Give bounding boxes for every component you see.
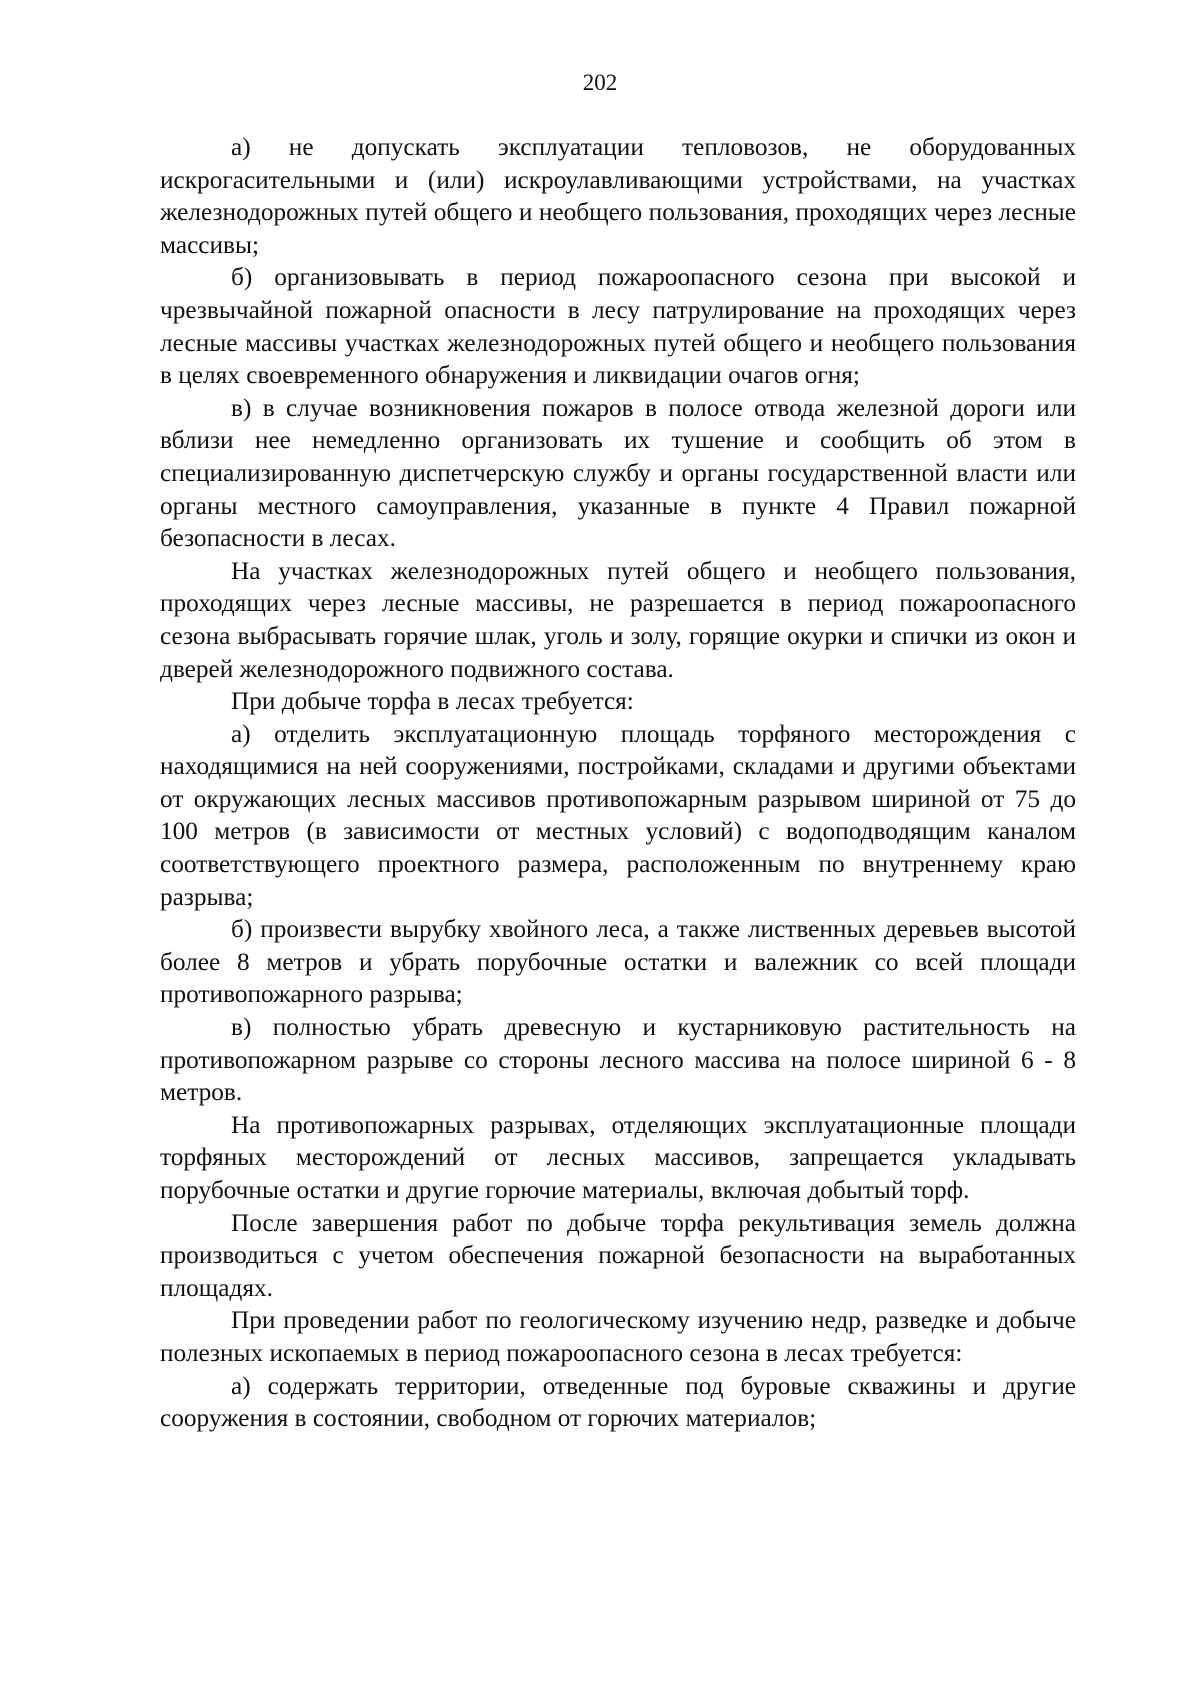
paragraph-a-locomotives: а) не допускать эксплуатации тепловозов, не оборудованных искрогасительными и (или) искроулавливающими устройствами, на участках железнодорожных путей общего и необщего пользования, проходящих через лесные массивы; [160, 133, 1076, 259]
paragraph-railway-prohibition: На участках железнодорожных путей общего и необщего пользования, проходящих через лесные массивы, не разрешается в период пожароопасного сезона выбрасывать горячие шлак, уголь и золу, горящие окурки и спички из окон и дверей железнодорожного подвижного состава. [160, 556, 1076, 683]
paragraph-c-fire-response: в) в случае возникновения пожаров в полосе отвода железной дороги или вблизи нее немедленно организовать их тушение и сообщить об этом в специализированную диспетчерскую службу и органы государственной власти или органы местного самоуправления, указанные в пункте 4 Правил пожарной безопасности в лесах. [160, 393, 1076, 553]
paragraph-peat-b: б) произвести вырубку хвойного леса, а также лиственных деревьев высотой более 8 метров и убрать порубочные остатки и валежник со всей площади противопожарного разрыва; [160, 915, 1076, 1009]
paragraph-peat-a: а) отделить эксплуатационную площадь торфяного месторождения с находящимися на ней сооружениями, постройками, складами и другими объектами от окружающих лесных массивов противопожарным разрывом шириной от 75 до 100 метров (в зависимости от местных условий) с водоподводящим каналом соответствующего проектного размера, расположенным по внутреннему краю разрыва; [160, 719, 1076, 911]
paragraph-firebreak-prohibition: На противопожарных разрывах, отделяющих эксплуатационные площади торфяных месторождений от лесных массивов, запрещается укладывать порубочные остатки и другие горючие материалы, включая добытый торф. [160, 1110, 1076, 1204]
paragraph-geology-intro: При проведении работ по геологическому изучению недр, разведке и добыче полезных ископаемых в период пожароопасного сезона в лесах требуется: [160, 1306, 1076, 1367]
paragraph-b-patrol: б) организовывать в период пожароопасного сезона при высокой и чрезвычайной пожарной опасности в лесу патрулирование на проходящих через лесные массивы участках железнодорожных путей общего и необщего пользования в целях своевременного обнаружения и ликвидации очагов огня; [160, 263, 1076, 390]
document-body [160, 131, 1076, 1435]
paragraph-geology-a: а) содержать территории, отведенные под буровые скважины и другие сооружения в состоянии, свободном от горючих материалов; [160, 1371, 1076, 1433]
paragraph-peat-c: в) полностью убрать древесную и кустарниковую растительность на противопожарном разрыве со стороны лесного массива на полосе шириной 6 - 8 метров. [160, 1013, 1076, 1107]
paragraph-recultivation: После завершения работ по добыче торфа рекультивация земель должна производиться с учетом обеспечения пожарной безопасности на выработанных площадях. [160, 1208, 1076, 1302]
page-number: 202 [582, 70, 618, 95]
paragraph-peat-intro: При добыче торфа в лесах требуется: [231, 687, 634, 716]
